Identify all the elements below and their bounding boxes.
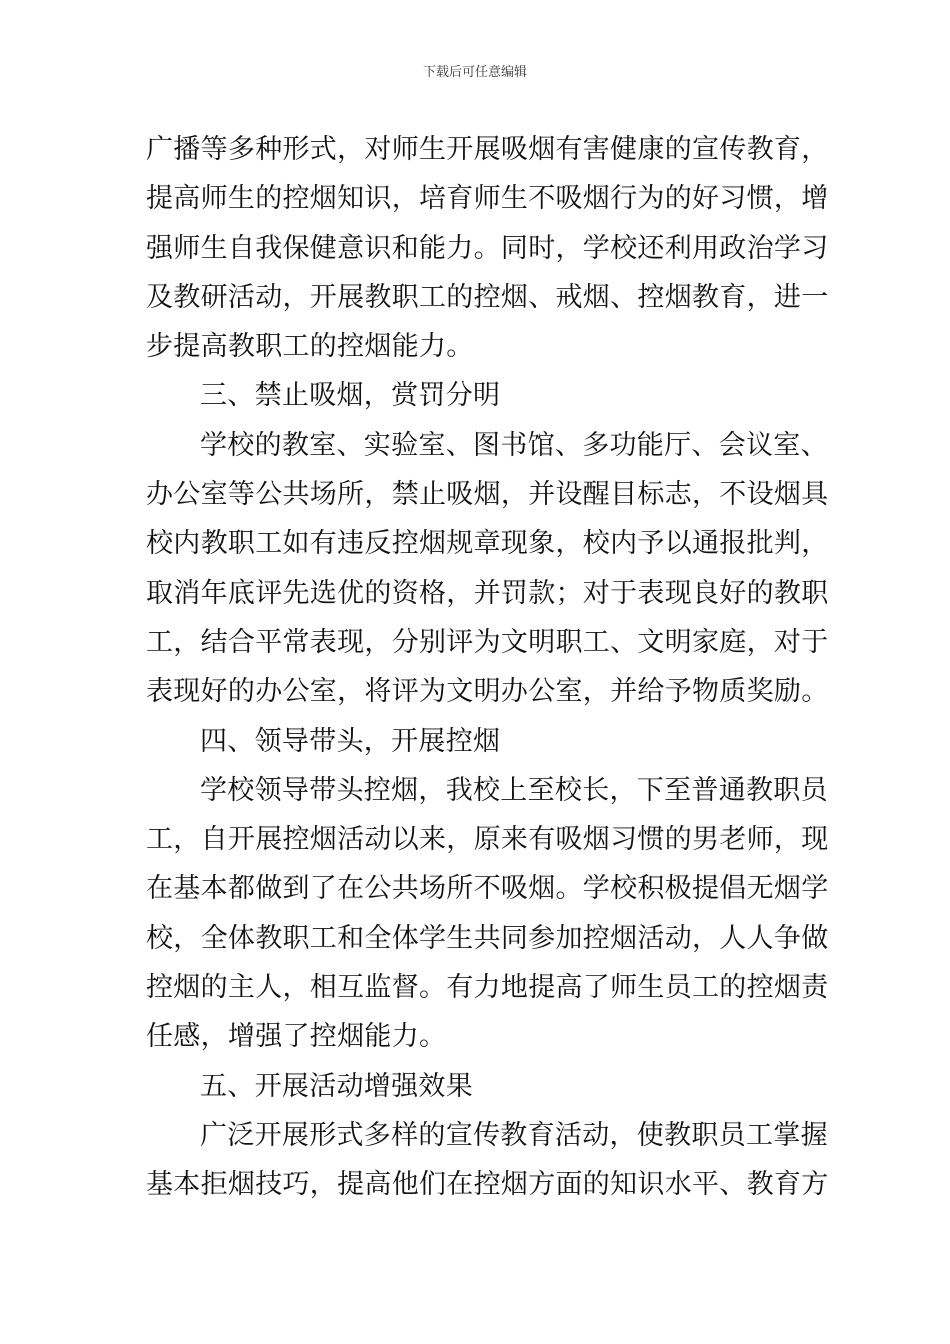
text-line: 及教研活动，开展教职工的控烟、戒烟、控烟教育，进一 [146,281,829,313]
section-heading: 三、禁止吸烟，赏罚分明 [200,380,501,412]
text-line: 广播等多种形式，对师生开展吸烟有害健康的宣传教育， [146,134,829,165]
text-line: 学校领导带头控烟，我校上至校长，下至普通教职员 [200,774,828,806]
text-line: 工，结合平常表现，分别评为文明职工、文明家庭，对于 [146,626,829,658]
text-line: 提高师生的控烟知识，培育师生不吸烟行为的好习惯，增 [146,183,829,215]
text-line: 办公室等公共场所，禁止吸烟，并设醒目标志，不设烟具 [146,479,829,511]
section-heading: 四、领导带头，开展控烟 [200,725,501,757]
text-line: 取消年底评先选优的资格，并罚款；对于表现良好的教职 [146,577,829,609]
text-line: 工，自开展控烟活动以来，原来有吸烟习惯的男老师，现 [146,824,829,856]
text-line: 学校的教室、实验室、图书馆、多功能厅、会议室、 [200,429,828,461]
text-line: 控烟的主人，相互监督。有力地提高了师生员工的控烟责 [146,972,829,1004]
text-line: 广泛开展形式多样的宣传教育活动，使教职员工掌握 [200,1119,828,1151]
text-line: 强师生自我保健意识和能力。同时，学校还利用政治学习 [146,232,829,264]
text-line: 在基本都做到了在公共场所不吸烟。学校积极提倡无烟学 [146,873,829,905]
page-header: 下载后可任意编辑 [422,65,527,80]
text-line: 基本拒烟技巧，提高他们在控烟方面的知识水平、教育方 [146,1169,829,1201]
text-line: 步提高教职工的控烟能力。 [146,331,474,363]
text-line: 校，全体教职工和全体学生共同参加控烟活动，人人争做 [146,922,829,954]
section-heading: 五、开展活动增强效果 [200,1070,473,1102]
text-line: 表现好的办公室，将评为文明办公室，并给予物质奖励。 [146,676,829,708]
text-line: 校内教职工如有违反控烟规章现象，校内予以通报批判， [146,528,829,560]
body-text [146,125,829,1210]
text-line: 任感，增强了控烟能力。 [146,1021,447,1053]
